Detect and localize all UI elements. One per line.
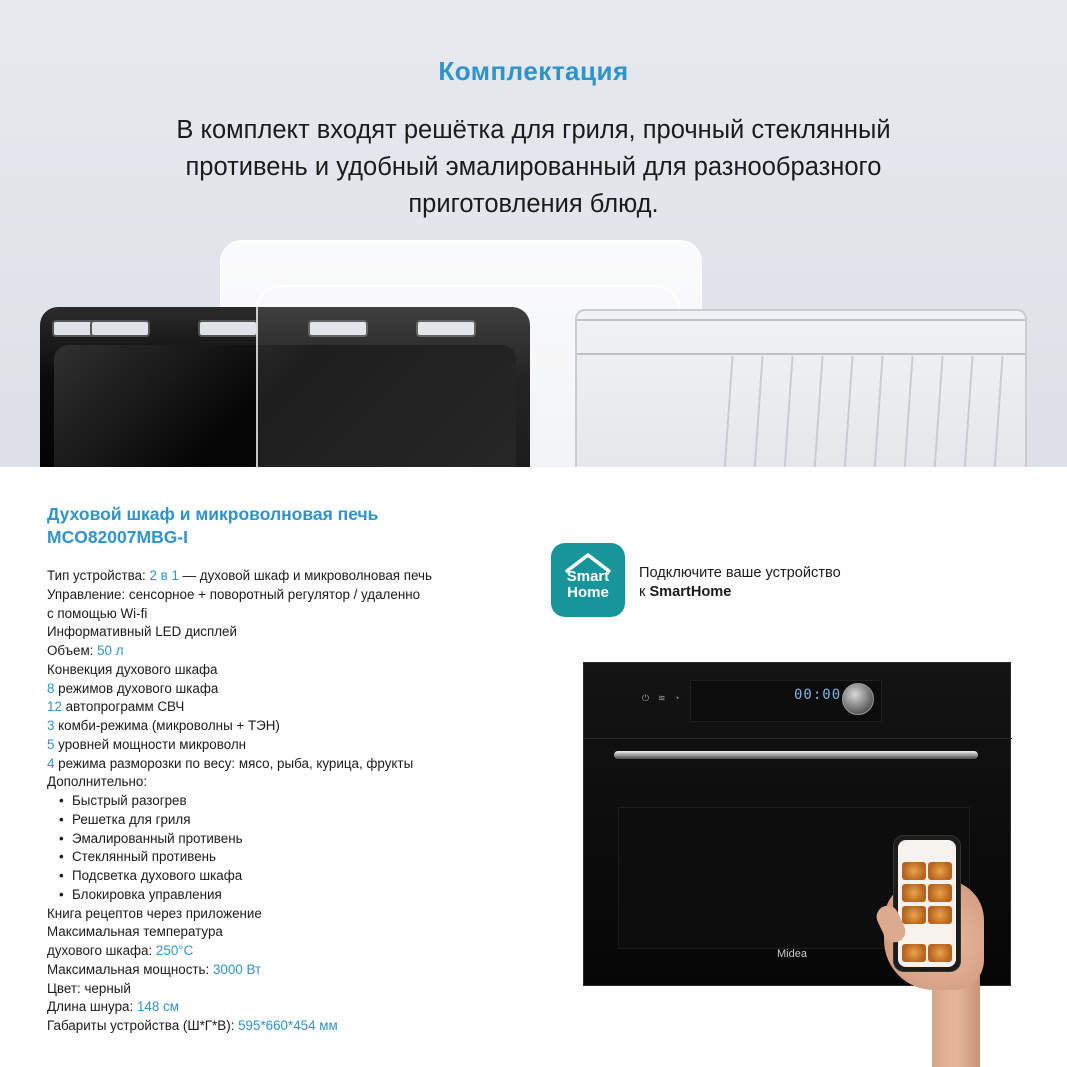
spec-max-temp-cont — [47, 942, 517, 961]
spec-max-temp: Максимальная температура — [47, 924, 223, 940]
spec-text: режимов духового шкафа — [54, 680, 219, 696]
spec-text: автопрограмм СВЧ — [61, 699, 185, 715]
rack-wire — [812, 356, 823, 467]
spec-value: 5 — [47, 736, 55, 752]
recipe-tile — [928, 884, 952, 902]
spec-label: Максимальная мощность: — [47, 961, 213, 977]
product-title-line: Духовой шкаф и микроволновая печь — [47, 504, 379, 524]
spec-text: комби-режима (микроволны + ТЭН) — [54, 718, 280, 733]
spec-extra-item: • Стеклянный противень — [47, 848, 517, 867]
spec-value: 250°C — [155, 943, 194, 958]
smarthome-caption-line — [639, 583, 841, 602]
spec-label: духового шкафа: — [47, 943, 156, 958]
control-panel-divider — [584, 738, 1012, 739]
spec-display: Информативный LED дисплей — [47, 624, 237, 640]
wifi-touch-icon: ≋ — [658, 693, 666, 703]
spec-label: Габариты устройства (Ш*Г*В): — [47, 1018, 239, 1033]
smartphone-image — [893, 835, 961, 972]
smarthome-brand: SmartHome — [649, 584, 732, 600]
spec-extra-item: • Быстрый разогрев — [47, 792, 517, 811]
spec-label: Объем: — [47, 643, 98, 658]
spec-text: режима разморозки по весу: мясо, рыба, курица, фрукты — [54, 755, 414, 771]
product-model: MCO82007MBG-I — [47, 527, 189, 547]
hero-text-line: противень и удобный эмалированный для разнообразного — [185, 153, 882, 181]
spec-value: 8 — [47, 680, 55, 696]
oven-handle — [614, 751, 978, 759]
smarthome-logo-icon — [551, 543, 625, 617]
tray-slot — [90, 320, 150, 337]
hero-text-line: В комплект входят решётка для гриля, прочный стеклянный — [176, 116, 891, 144]
spec-type — [47, 567, 517, 586]
oven-clock: 00:00 — [794, 687, 842, 703]
spec-value: 3000 Вт — [212, 961, 262, 977]
rack-wire — [722, 356, 733, 467]
oven-knob — [842, 683, 874, 715]
rack-wire — [842, 356, 853, 467]
rack-wire — [872, 356, 883, 467]
hero-title: Комплектация — [438, 56, 629, 86]
spec-value: 4 — [47, 755, 55, 771]
spec-combi — [47, 717, 517, 736]
rack-wire — [932, 356, 943, 467]
spec-programs — [47, 698, 517, 717]
spec-value: 12 — [47, 699, 62, 715]
tray-slot — [198, 320, 258, 337]
hero-section — [0, 0, 1067, 467]
spec-value: 2 в 1 — [149, 568, 179, 583]
spec-extra-label: Дополнительно: — [47, 774, 148, 790]
recipe-tile — [902, 906, 926, 924]
rack-rail — [577, 353, 1025, 355]
recipe-tile — [902, 884, 926, 902]
spec-label: Длина шнура: — [47, 999, 137, 1015]
rack-rail — [577, 319, 1025, 321]
recipe-tile — [928, 944, 952, 962]
spec-value: 595*660*454 мм — [238, 1018, 338, 1033]
smarthome-caption — [639, 564, 841, 602]
rack-wire — [902, 356, 913, 467]
recipe-tile — [902, 944, 926, 962]
spec-recipes: Книга рецептов через приложение — [47, 905, 262, 921]
recipe-tile — [928, 906, 952, 924]
spec-dimensions — [47, 1017, 517, 1036]
spec-extra-item: • Эмалированный противень — [47, 830, 517, 849]
spec-control: Управление: сенсорное + поворотный регулятор / удаленно — [47, 586, 421, 602]
recipe-tile — [902, 862, 926, 880]
product-title — [47, 503, 378, 549]
rack-wire — [782, 356, 793, 467]
spec-extra-item: • Блокировка управления — [47, 886, 517, 905]
phone-screen — [898, 840, 956, 967]
spec-max-power — [47, 961, 517, 980]
spec-value: 50 л — [97, 643, 124, 658]
spec-extra-item: • Подсветка духового шкафа — [47, 867, 517, 886]
smarthome-logo-word: Smart — [566, 568, 610, 585]
spec-text: уровней мощности микроволн — [54, 736, 247, 752]
oven-brand-logo: Midea — [777, 948, 807, 960]
spec-extra-item: • Решетка для гриля — [47, 811, 517, 830]
smarthome-caption-line: Подключите ваше устройство — [639, 565, 841, 581]
spec-cord — [47, 998, 517, 1017]
rack-wire — [962, 356, 973, 467]
spec-label: Тип устройства: — [47, 568, 150, 583]
spec-value: 3 — [47, 718, 55, 733]
spec-text: — духовой шкаф и микроволновая печь — [178, 568, 432, 583]
hero-description — [100, 112, 967, 223]
hero-text-line: приготовления блюд. — [408, 190, 659, 218]
recipe-tile — [928, 862, 952, 880]
lock-touch-icon: ◔ — [674, 693, 680, 703]
power-touch-icon: ⏻ — [642, 693, 650, 703]
spec-power-levels — [47, 736, 517, 755]
spec-value: 148 см — [136, 999, 179, 1015]
spec-defrost — [47, 755, 517, 774]
smarthome-prefix: к — [639, 584, 650, 600]
spec-color: Цвет: черный — [47, 980, 131, 996]
spec-modes — [47, 680, 517, 699]
spec-control-cont: с помощью Wi-fi — [47, 605, 148, 621]
spec-convection: Конвекция духового шкафа — [47, 661, 218, 677]
grill-rack-image — [575, 309, 1027, 467]
rack-wire — [992, 356, 1003, 467]
spec-volume — [47, 642, 517, 661]
smarthome-logo-word: Home — [567, 584, 609, 601]
specs-list — [47, 567, 517, 1036]
rack-wire — [752, 356, 763, 467]
